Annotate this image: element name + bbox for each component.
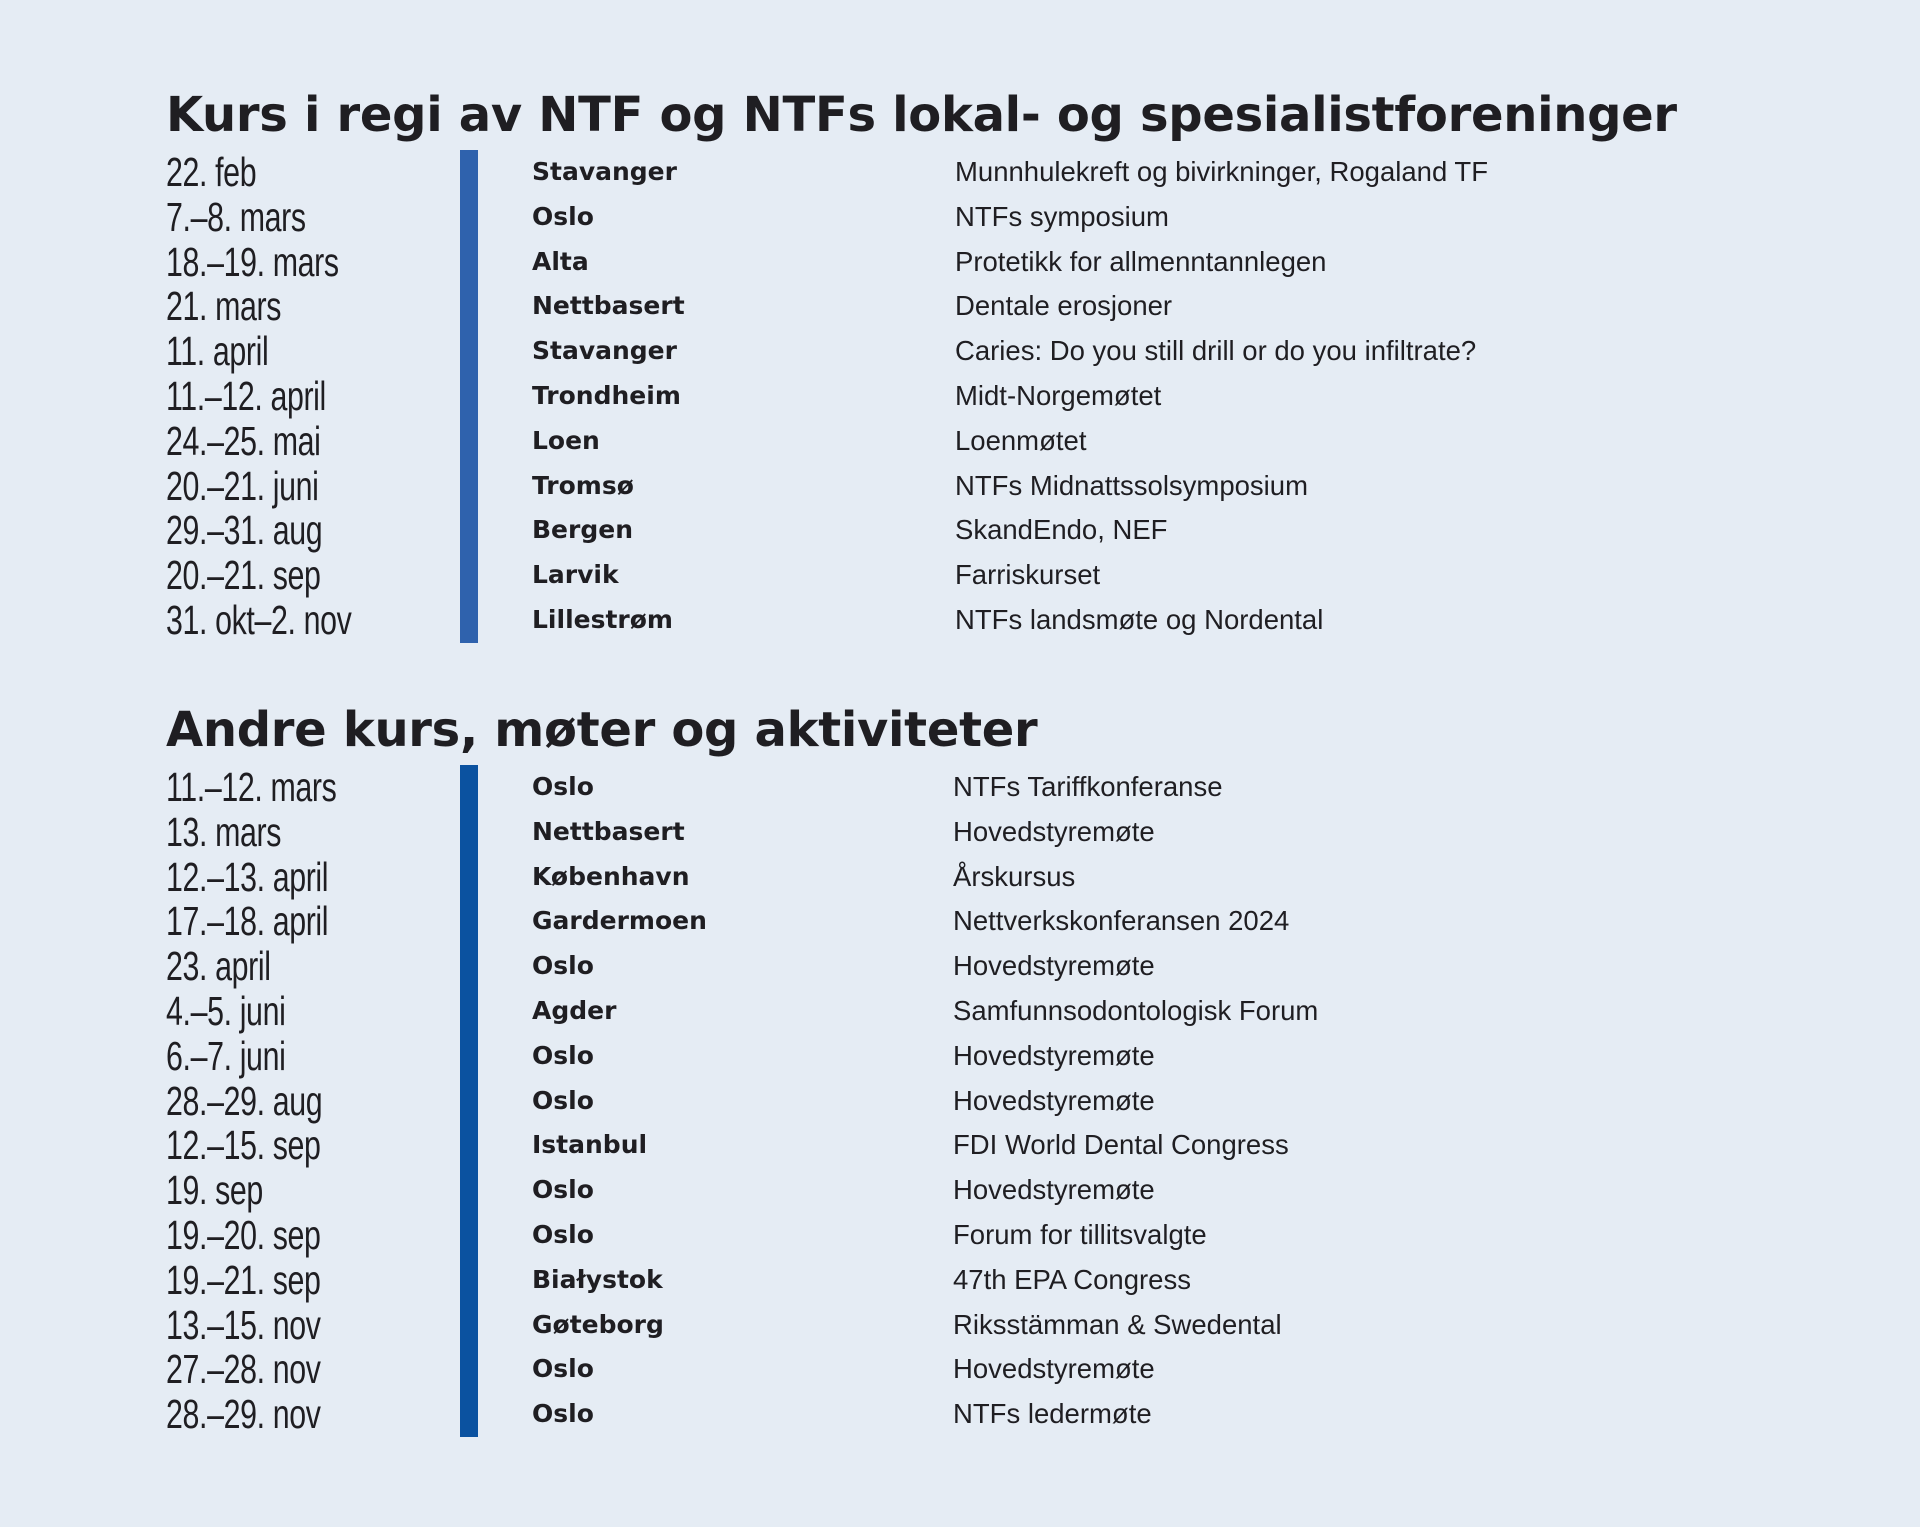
event-location: Oslo [532,1040,594,1070]
event-row [166,374,1786,419]
event-location: Stavanger [532,157,677,186]
event-date: 31. okt–2. nov [166,596,352,643]
event-row [166,598,1786,643]
event-date: 20.–21. sep [166,552,321,599]
event-row [166,284,1786,329]
event-date: 6.–7. juni [166,1032,286,1079]
event-row [166,240,1786,285]
event-date: 11.–12. mars [166,764,337,810]
event-date: 20.–21. juni [166,462,319,509]
event-location: Oslo [532,951,594,981]
event-row [166,464,1786,509]
event-list [166,150,1786,643]
event-title: Hovedstyremøte [953,1039,1155,1071]
event-date: 27.–28. nov [166,1346,321,1393]
event-row [166,150,1786,195]
event-title: Hovedstyremøte [953,1353,1155,1385]
event-date: 24.–25. mai [166,417,321,464]
event-row [166,989,1786,1034]
event-row [166,1034,1786,1079]
event-title: NTFs Tariffkonferanse [953,771,1223,802]
event-title: Protetikk for allmenntannlegen [955,245,1327,277]
event-date: 18.–19. mars [166,238,339,285]
event-location: Nettbasert [532,291,685,321]
event-row [166,899,1786,944]
event-location: Gøteborg [532,1309,664,1339]
event-row [166,1079,1786,1124]
event-date: 12.–15. sep [166,1122,321,1169]
event-date: 19. sep [166,1167,263,1214]
event-title: Dentale erosjoner [955,290,1173,322]
event-date: 11. april [166,328,269,375]
event-title: NTFs Midnattssolsymposium [955,469,1308,501]
event-row [166,553,1786,598]
event-date: 17.–18. april [166,898,329,945]
section-title: Kurs i regi av NTF og NTFs lokal- og spesialistforeninger [166,87,1677,143]
event-date: 19.–21. sep [166,1256,321,1303]
event-row [166,1347,1786,1392]
event-list [166,765,1786,1437]
event-location: Oslo [532,1399,594,1429]
event-location: Gardermoen [532,906,707,936]
event-date: 7.–8. mars [166,193,306,240]
event-location: Lillestrøm [532,604,673,634]
event-title: Årskursus [953,860,1076,892]
event-title: Caries: Do you still drill or do you infiltrate? [955,335,1477,367]
event-location: Stavanger [532,336,677,366]
event-title: Midt-Norgemøtet [955,379,1162,411]
event-date: 12.–13. april [166,853,329,900]
event-row [166,944,1786,989]
event-date: 19.–20. sep [166,1211,321,1258]
event-title: Nettverkskonferansen 2024 [953,905,1290,937]
event-title: SkandEndo, NEF [955,514,1168,546]
event-title: NTFs symposium [955,200,1169,232]
event-title: Samfunnsodontologisk Forum [953,994,1319,1026]
event-title: Riksstämman & Swedental [953,1308,1282,1340]
event-title: Hovedstyremøte [953,1174,1155,1206]
event-date: 4.–5. juni [166,987,286,1034]
event-location: Oslo [532,772,594,801]
event-title: 47th EPA Congress [953,1263,1191,1295]
event-date: 11.–12. april [166,372,326,419]
section-ntf-courses [166,80,1786,643]
event-location: Oslo [532,201,594,231]
event-title: NTFs ledermøte [953,1398,1152,1430]
event-row [166,1168,1786,1213]
section-other-activities [166,695,1786,1437]
event-date: 28.–29. aug [166,1077,323,1124]
section-title: Andre kurs, møter og aktiviteter [166,702,1038,758]
event-row [166,1213,1786,1258]
event-row [166,419,1786,464]
event-title: Forum for tillitsvalgte [953,1218,1207,1250]
event-date: 21. mars [166,283,282,330]
event-row [166,765,1786,810]
event-location: Trondheim [532,380,681,410]
event-row [166,1123,1786,1168]
event-location: Oslo [532,1219,594,1249]
event-date: 13.–15. nov [166,1301,321,1348]
event-row [166,1392,1786,1437]
event-location: Nettbasert [532,816,685,846]
event-date: 23. april [166,943,271,990]
event-date: 28.–29. nov [166,1391,321,1438]
event-location: Loen [532,425,600,455]
event-location: Bergen [532,515,633,545]
event-date: 13. mars [166,808,282,855]
event-date: 22. feb [166,149,257,195]
event-location: Białystok [532,1264,663,1294]
event-row [166,810,1786,855]
event-location: Alta [532,246,589,276]
event-title: Farriskurset [955,559,1101,591]
event-row [166,195,1786,240]
event-title: Hovedstyremøte [953,815,1155,847]
event-row [166,508,1786,553]
event-row [166,855,1786,900]
event-title: Hovedstyremøte [953,1084,1155,1116]
event-title: Loenmøtet [955,424,1087,456]
event-location: Oslo [532,1354,594,1384]
event-location: Agder [532,995,617,1025]
event-location: Tromsø [532,470,634,500]
event-row [166,329,1786,374]
event-title: NTFs landsmøte og Nordental [955,603,1324,635]
event-title: FDI World Dental Congress [953,1129,1289,1161]
event-location: København [532,861,690,891]
event-title: Munnhulekreft og bivirkninger, Rogaland TF [955,156,1488,187]
event-location: Larvik [532,560,619,590]
event-location: Oslo [532,1085,594,1115]
event-date: 29.–31. aug [166,507,323,554]
event-location: Oslo [532,1175,594,1205]
event-row [166,1258,1786,1303]
event-title: Hovedstyremøte [953,950,1155,982]
event-location: Istanbul [532,1130,648,1160]
event-row [166,1303,1786,1348]
